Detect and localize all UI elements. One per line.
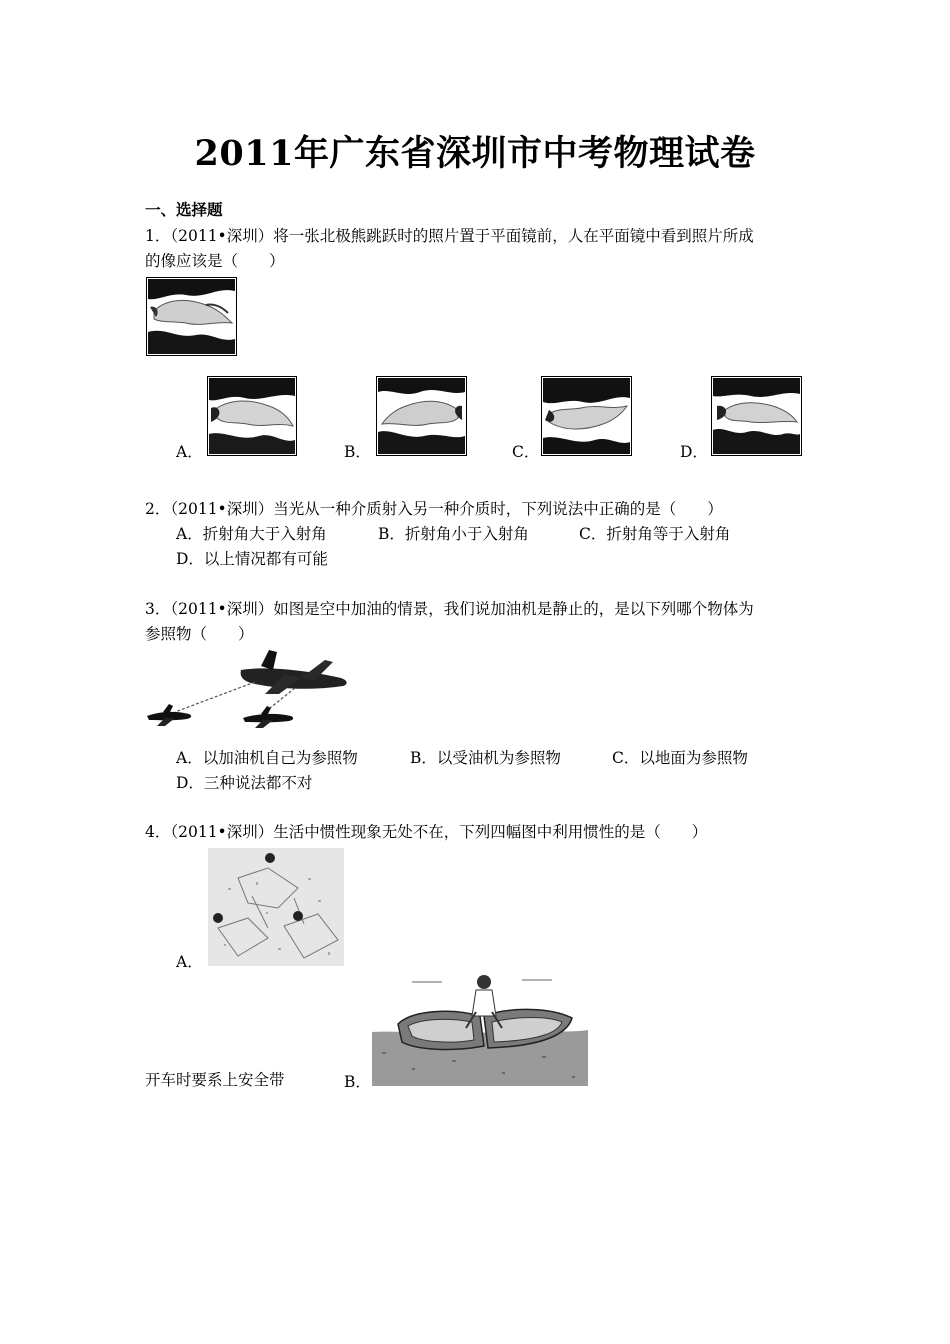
q1-option-a-image — [207, 376, 297, 456]
q3-option-d: D．三种说法都不对 — [176, 774, 313, 792]
q3-option-b: B．以受油机为参照物 — [410, 749, 561, 767]
q1-option-b-image — [376, 376, 467, 456]
q1-option-c-label: C． — [512, 443, 540, 461]
page-title: 2011年广东省深圳市中考物理试卷 — [194, 133, 756, 174]
q1-option-d-label: D． — [680, 443, 708, 461]
question-2-text: 2．（2011•深圳）当光从一种介质射入另一种介质时，下列说法中正确的是（ ） — [145, 500, 723, 518]
question-4-text: 4．（2011•深圳）生活中惯性现象无处不在，下列四幅图中利用惯性的是（ ） — [145, 823, 708, 841]
q4-option-a-caption: 开车时要系上安全带 — [145, 1071, 285, 1089]
q1-option-c-image — [541, 376, 632, 456]
section-heading: 一、选择题 — [145, 200, 223, 219]
q2-option-a: A．折射角大于入射角 — [176, 525, 327, 543]
q4-option-b-label: B． — [344, 1073, 371, 1091]
q1-option-a-label: A． — [176, 443, 203, 461]
q4-option-b-image — [372, 972, 588, 1086]
q2-option-b: B．折射角小于入射角 — [378, 525, 529, 543]
q4-option-a-label: A． — [176, 953, 203, 971]
air-refueling-picture — [145, 648, 355, 730]
polar-bear-photo — [146, 277, 237, 356]
q3-option-c: C．以地面为参照物 — [612, 749, 748, 767]
q4-option-a-image — [208, 848, 344, 966]
q1-option-b-label: B． — [344, 443, 371, 461]
question-3-text-line-2: 参照物（ ） — [145, 625, 254, 643]
question-1-text-line-1: 1．（2011•深圳）将一张北极熊跳跃时的照片置于平面镜前，人在平面镜中看到照片所成 — [145, 227, 754, 245]
question-3-text-line-1: 3．（2011•深圳）如图是空中加油的情景，我们说加油机是静止的，是以下列哪个物体为 — [145, 600, 754, 618]
question-1-text-line-2: 的像应该是（ ） — [145, 252, 285, 270]
q3-option-a: A．以加油机自己为参照物 — [176, 749, 358, 767]
q2-option-d: D．以上情况都有可能 — [176, 550, 328, 568]
q1-option-d-image — [711, 376, 802, 456]
q2-option-c: C．折射角等于入射角 — [579, 525, 731, 543]
